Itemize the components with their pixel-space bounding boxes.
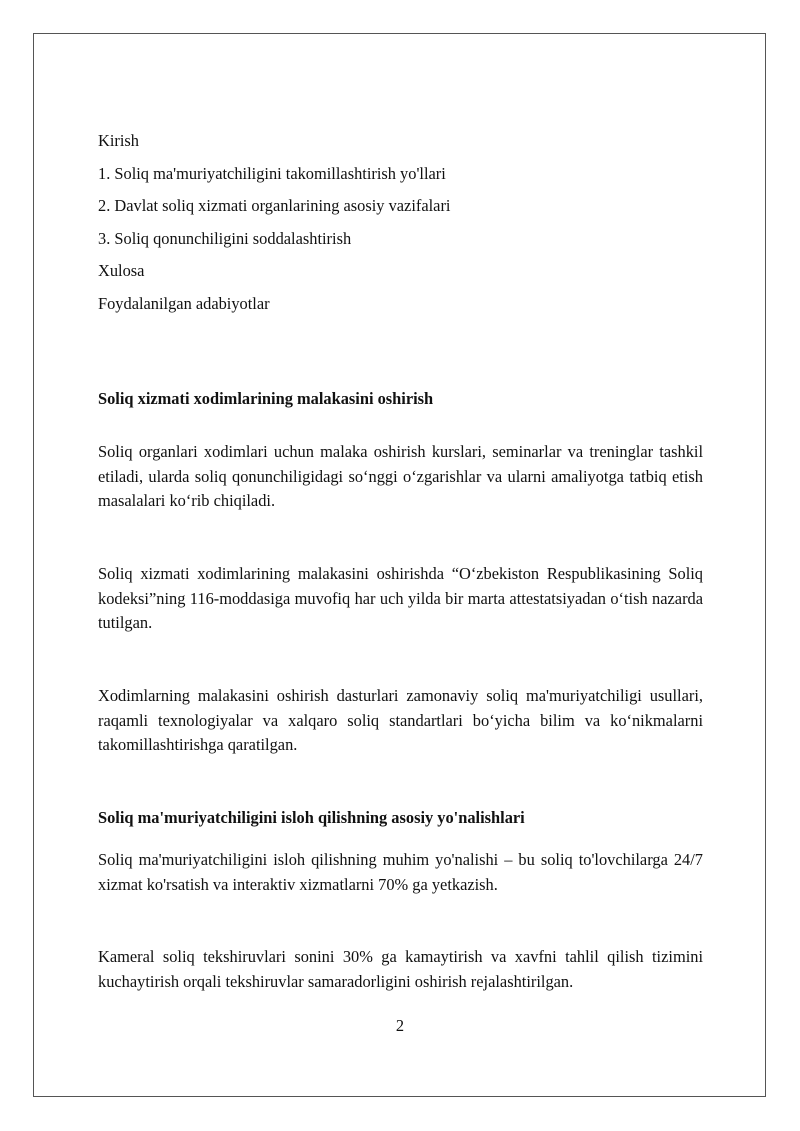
toc-item-chapter-2: 2. Davlat soliq xizmati organlarining asosiy vazifalari <box>98 196 451 215</box>
paragraph-desk-audits: Kameral soliq tekshiruvlari sonini 30% ga kamaytirish va xavfni tahlil qilish tizimini kuchaytirish orqali tekshiruvlar samaradorligini oshirish rejalashtirilgan. <box>98 947 703 991</box>
table-of-contents <box>98 129 703 324</box>
toc-item-introduction: Kirish <box>98 131 139 150</box>
section-heading-reform-directions: Soliq ma'muriyatchiligini isloh qilishning asosiy yo'nalishlari <box>98 808 525 827</box>
paragraph-training-programs: Xodimlarning malakasini oshirish dasturlari zamonaviy soliq ma'muriyatchiligi usullari, raqamli texnologiyalar va xalqaro soliq standartlari bo‘yicha bilim va ko‘nikmalarni takomillashtirishga qaratilgan. <box>98 686 703 754</box>
toc-item-chapter-3: 3. Soliq qonunchiligini soddalashtirish <box>98 228 352 248</box>
paragraph-training-courses: Soliq organlari xodimlari uchun malaka oshirish kurslari, seminarlar va treninglar tashkil etiladi, ularda soliq qonunchiligidagi so‘nggi o‘zgarishlar va ularni amaliyotga tatbiq etish masalalari ko‘rib chiqiladi. <box>98 442 703 510</box>
toc-item-chapter-1: 1. Soliq ma'muriyatchiligini takomillashtirish yo'llari <box>98 163 446 183</box>
paragraph-taxpayer-services: Soliq ma'muriyatchiligini isloh qilishning muhim yo'nalishi – bu soliq to'lovchilarga 24/7 xizmat ko'rsatish va interaktiv xizmatlarni 70% ga yetkazish. <box>98 850 703 894</box>
paragraph-attestation: Soliq xizmati xodimlarining malakasini oshirishda “O‘zbekiston Respublikasining Soliq kodeksi”ning 116-moddasiga muvofiq har uch yilda bir marta attestatsiyadan o‘tish nazarda tutilgan. <box>98 564 703 632</box>
page-number: 2 <box>395 1016 405 1035</box>
toc-item-conclusion: Xulosa <box>98 261 145 280</box>
section-heading-staff-training: Soliq xizmati xodimlarining malakasini oshirish <box>98 389 434 408</box>
toc-item-references: Foydalanilgan adabiyotlar <box>98 293 270 313</box>
